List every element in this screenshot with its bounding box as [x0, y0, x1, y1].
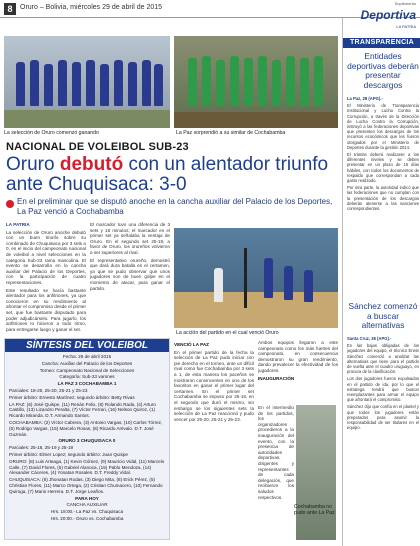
- sidebar-kicker-2: Santa Cruz, 28 (APG).-: [347, 336, 392, 341]
- synthesis-roster-oruro: ORURO: (8) Luis Arteaga, (1) Kevin Gómez, (9) Mauricio Vidal, (11) Marcelo Calle, (7) David Flores, (5) Gabriel Alanoca, (15) Pablo Mendoza, (14) Alexander Cáceres, (4) Yonatan Rosales. D.T. Freddy Vidal.: [9, 458, 165, 476]
- paragraph: El Ministerio de Transparencia Institucional y Lucha Contra la Corrupción, a través de la Dirección de Lucha Contra la Corrupción, instruyó a las federaciones deportivas que presenten los descargos de los recursos económicos que les fueron otorgados por el Ministerio de Deportes durante la gestión 2014.: [347, 103, 419, 150]
- photo-oruro-team: [4, 36, 170, 128]
- headline-highlight: debutó: [59, 154, 124, 175]
- synthesis-box: [4, 338, 170, 540]
- brand-supplement: Suplemento: [394, 1, 416, 6]
- photo-cochabamba: [296, 405, 336, 540]
- deck-bullet-icon: [6, 200, 14, 208]
- paragraph: Los dos jugadores fueron expulsados en el partido de ida, por lo que el estratega tendrá que buscar reemplazantes para armar el equipo que afrontará el compromiso.: [347, 376, 419, 403]
- paragraph: Por otra parte, la autoridad indicó que las federaciones que no cumplan con la presentación de los descargos deberán atenerse a las sanciones correspondientes.: [347, 185, 419, 212]
- synthesis-category: Categoría: Sub-23 varones: [59, 374, 115, 380]
- synthesis-venue: Cancha: Auxiliar del Palacio de los Deportes: [41, 360, 133, 366]
- headline: [6, 155, 340, 195]
- byline: LA PATRIA: [6, 222, 30, 227]
- synthesis-match-1: LA PAZ 3 COCHABAMBA 1: [57, 381, 117, 387]
- synthesis-roster-la-paz: LA PAZ: (6) José Quispe, (11) Renán Felix, (8) Rolando Rada, (4) Arturo Castillo, (13) Lizandro Peralta, (7) Víctor Ferrari, (16) Nelson Quiroz, (1) Ricardo Miranda. D.T. Armando Santos.: [9, 401, 156, 419]
- paragraph: Sánchez dijo que confía en el plantel y que todos los jugadores están preparados para asumir la responsabilidad de ser titulares en el equipo.: [347, 404, 419, 431]
- sidebar-article-2: [347, 336, 419, 542]
- synthesis-today: PARA HOY: [75, 495, 99, 501]
- dateline: Oruro – Bolivia, miércoles 29 de abril de 2015: [20, 4, 163, 11]
- sidebar-article-1: [347, 96, 419, 296]
- article-column-3: [174, 340, 254, 540]
- paragraph: En las bajas obligadas de los jugadores del equipo, el técnico Erwin Sánchez comenzó a analizar las alternativas que tiene para el partido de vuelta ante el cuadro uruguayo, en procura de la clasificación.: [347, 343, 419, 375]
- photo-match-action: [174, 228, 338, 328]
- synthesis-date: Fecha: 28 de abril 2015: [62, 354, 112, 359]
- synthesis-match-1-referees: Primer árbitro: Ernesto Martínez; segundo árbitro: Betty Rivas: [9, 394, 135, 400]
- synthesis-today-game-1: Hrs. 18:00.- La Paz vs. Chuquisaca: [50, 509, 124, 515]
- photo-caption-4: Cochabamba no pudo ante La Paz: [294, 504, 335, 516]
- synthesis-tournament: Torneo: Campeonato Nacional de Selecciones: [39, 367, 135, 373]
- brand-sub: LA PATRIA: [396, 24, 416, 29]
- sidebar-headline-1: Entidades deportivas deberán presentar descargos: [347, 51, 419, 90]
- article-column-4b: [258, 405, 294, 540]
- paragraph: Este resultado se hacía bastante alentador para los anfitriones, ya que conocieron en su rendimiento al afrontar el compromiso desde el primer set, que fue bastante disputado para poder adjudicárselo. Para jugarlo, los anfitriones lo hicieron a todo ritmo, para entregarse luego y ganar el set.: [6, 287, 86, 332]
- photo-la-paz-team: [174, 36, 338, 128]
- synthesis-roster-chuquisaca: CHUQUISACA: (6) Jhonatan Rodas, (3) Diego Mita, (8) Erick Pérez, (5) Christian Flores, (11) Marco Ortega, (2) Cristian Chumacero, (10) Fernando Quiroga, (7) Mario Herrera. D.T. Jorge Leaños.: [9, 477, 163, 494]
- page-header: [0, 0, 420, 29]
- synthesis-body: [5, 352, 169, 525]
- paragraph: En el primer partido de la fecha la selección de La Paz pudo iniciar con pie derecho en el torneo, ante un difícil rival como fue Cochabamba por 3 sets a 1, de esta manera los paceños se mostraron convincentes en uno de los favoritos en ganar el primer lugar del certamen. En el primer set Cochabamba se impuso por 25-18, en el segundo que duró el mismo, sin embargo se los siguientes sets la selección de La Paz reaccionó y pudo vencer por 25-20, 25-21 y 25-23.: [174, 349, 254, 422]
- article-column-2: [90, 222, 170, 334]
- subhead-la-paz: VENCIÓ LA PAZ: [174, 342, 209, 347]
- photo-caption-1: La selección de Oruro comenzó ganando: [4, 130, 99, 136]
- synthesis-match-1-sets: Parciales: 18-25, 25-20, 25-21 y 25-23: [9, 387, 88, 393]
- headline-part-2: con un alentador triunfo ante Chuquisaca: 3-0: [6, 154, 329, 195]
- sidebar-kicker-1: La Paz, 28 (APG).-: [347, 96, 383, 101]
- photo-caption-2: La Paz sorprendió a su similar de Cochabamba: [176, 130, 286, 136]
- synthesis-title: SÍNTESIS DEL VOLEIBOL: [5, 339, 169, 352]
- section-label: NACIONAL DE VOLEIBOL SUB-23: [6, 141, 189, 153]
- paragraph: En el intermedio de los partidos, los organizadores procedieron a la inauguración del evento, con la presencia de autoridades deportivas, dirigentes y representantes de cada delegación, que recibieron los saludos respectivos.: [258, 405, 294, 500]
- sidebar-tab-transparencia: TRANSPARENCIA: [343, 38, 420, 48]
- synthesis-today-venue: CANCHA AUXILIAR: [66, 502, 108, 508]
- paragraph: La selección de Oruro anoche debutó con un buen triunfo sobre su combinado de Chuquisaca por 3 sets a 0, en el inicio del campeonato nacional de voleibol a nivel selecciones en la categoría Sub-23 rama masculina. El evento se desarrolla en la cancha auxiliar del Palacio de los Deportes, con la participación de cuatro representaciones.: [6, 229, 86, 285]
- brand-name: Deportiva: [360, 8, 416, 22]
- synthesis-roster-cochabamba: COCHABAMBA: (2) Víctor Cabrera, (3) Antonio Vargas, (10) Carlos Tórrez, (6) Rodrigo Vargas, (15) Marcelo Rosas, (8) Ricardo Arévalo. D.T. José Guzmán.: [9, 419, 163, 437]
- synthesis-match-2-sets: Parciales: 25-18, 25-19 y 25-19: [9, 445, 74, 451]
- synthesis-match-2: ORURO 3 CHUQUISACA 0: [58, 438, 116, 444]
- paragraph: El representativo orureño, demostró que dará dura batalla en el certamen, ya que se pudo observar que unos jugadores son de buen golpe en el momento de atacar, para ganar el partido.: [90, 257, 170, 291]
- article-column-4: [258, 340, 338, 404]
- headline-part-1: Oruro: [6, 154, 60, 175]
- synthesis-today-game-2: Hrs. 20:00.- Oruro vs. Cochabamba: [50, 515, 124, 521]
- photo-caption-3: La acción del partido en el cual venció Oruro: [176, 330, 279, 336]
- deck: En el preliminar que se disputó anoche en la cancha auxiliar del Palacio de los Deportes, La Paz venció a Cochabamba: [17, 197, 333, 216]
- sidebar: [342, 18, 420, 546]
- sidebar-headline-2: Sánchez comenzó a buscar alternativas: [348, 301, 418, 331]
- page-number: 8: [4, 3, 16, 15]
- article-column-1: [6, 222, 86, 334]
- subhead-inauguracion: INAUGURACIÓN: [258, 375, 295, 381]
- synthesis-match-2-referees: Primer árbitro: Elmer Lopez; segundo árbitro: Juan Quispe: [9, 451, 128, 457]
- paragraph: El trámite deberá realizarse a los diferentes niveles y se deben presentar en un plazo de 15 días hábiles, con todos los documentos de respaldo que correspondan a cada gasto realizado.: [347, 152, 419, 184]
- paragraph: El marcador tuvo una diferencia de 3 sets y 18 minutos; el marcador en el primer set ya señalaba la ventaja de Oruro. En el segundo set 25-19, a favor de Oruro, los orureños volvieron a ser superiores al rival.: [90, 222, 170, 255]
- paragraph: Ambos equipos llegaron a este campeonato como los más fuertes del campeonato, en consecuencia demostraron su gran rendimiento, dando prevalecer la efectividad de los jugadores.: [258, 340, 338, 373]
